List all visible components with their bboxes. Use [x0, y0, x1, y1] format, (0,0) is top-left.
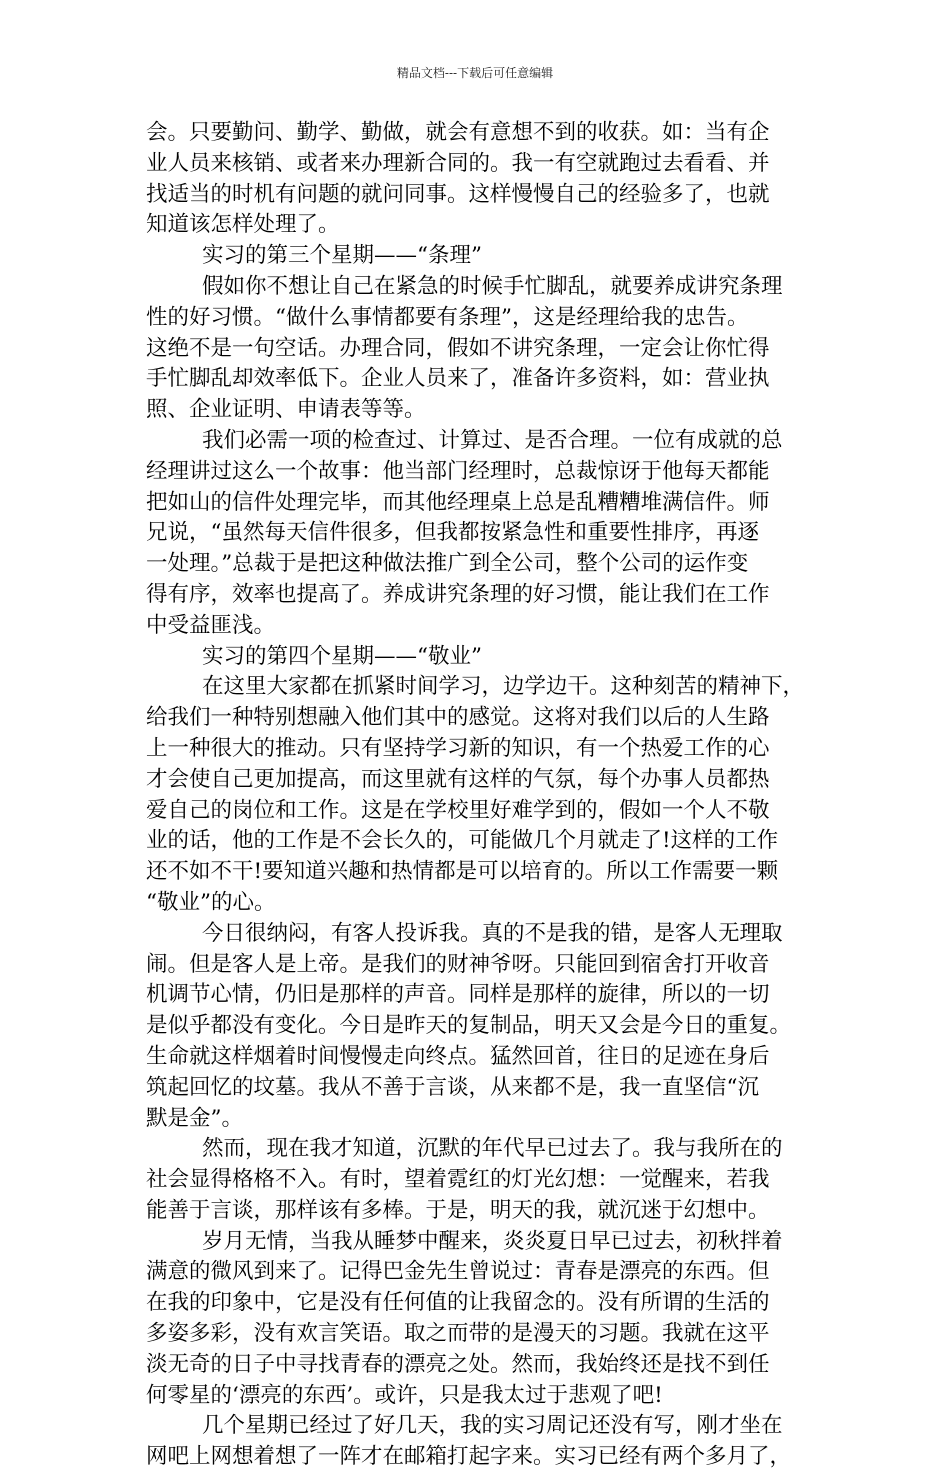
text-line: 在我的印象中，它是没有任何值的让我留念的。没有所谓的生活的 — [146, 1290, 770, 1316]
text-line: 还不如不干!要知道兴趣和热情都是可以培育的。所以工作需要一颗 — [146, 859, 779, 885]
text-line: 能善于言谈，那样该有多棒。于是，明天的我，就沉迷于幻想中。 — [146, 1197, 770, 1223]
text-line: 手忙脚乱却效率低下。企业人员来了，准备许多资料，如：营业执 — [146, 366, 770, 392]
text-line: 岁月无情，当我从睡梦中醒来，炎炎夏日早已过去，初秋拌着 — [202, 1228, 783, 1254]
text-line: 闹。但是客人是上帝。是我们的财神爷呀。只能回到宿舍打开收音 — [146, 951, 770, 977]
text-line: 是似乎都没有变化。今日是昨天的复制品，明天又会是今日的重复。 — [146, 1013, 792, 1039]
text-line: 业的话，他的工作是不会长久的，可能做几个月就走了!这样的工作 — [146, 828, 779, 854]
text-line: 知道该怎样处理了。 — [146, 212, 340, 238]
text-line: 在这里大家都在抓紧时间学习，边学边干。这种刻苦的精神下， — [202, 674, 805, 700]
text-line: 上一种很大的推动。只有坚持学习新的知识，有一个热爱工作的心 — [146, 735, 770, 761]
text-line: “敬业”的心。 — [146, 889, 276, 915]
body-text — [146, 118, 828, 1473]
text-line: 淡无奇的日子中寻找青春的漂亮之处。然而，我始终还是找不到任 — [146, 1351, 770, 1377]
text-line: 几个星期已经过了好几天，我的实习周记还没有写，刚才坐在 — [202, 1413, 783, 1439]
text-line: 机调节心情，仍旧是那样的声音。同样是那样的旋律，所以的一切 — [146, 982, 770, 1008]
text-line: 多姿多彩，没有欢言笑语。取之而带的是漫天的习题。我就在这平 — [146, 1321, 770, 1347]
text-line: 中受益匪浅。 — [146, 612, 276, 638]
text-line: 今日很纳闷，有客人投诉我。真的不是我的错，是客人无理取 — [202, 920, 783, 946]
text-line: 才会使自己更加提高，而这里就有这样的气氛，每个办事人员都热 — [146, 766, 770, 792]
text-line: 兄说，“虽然每天信件很多，但我都按紧急性和重要性排序，再逐 — [146, 520, 759, 546]
text-line: 假如你不想让自己在紧急的时候手忙脚乱，就要养成讲究条理 — [202, 273, 783, 299]
text-line: 业人员来核销、或者来办理新合同的。我一有空就跑过去看看、并 — [146, 150, 770, 176]
text-line: 爱自己的岗位和工作。这是在学校里好难学到的，假如一个人不敬 — [146, 797, 770, 823]
text-line: 网吧上网想着想了一阵才在邮箱打起字来。实习已经有两个多月了， — [146, 1444, 792, 1470]
text-line: 把如山的信件处理完毕，而其他经理桌上总是乱糟糟堆满信件。师 — [146, 489, 770, 515]
page-header: 精品文档---下载后可任意编辑 — [396, 66, 554, 80]
text-line: 这绝不是一句空话。办理合同，假如不讲究条理，一定会让你忙得 — [146, 335, 770, 361]
text-line: 性的好习惯。“做什么事情都要有条理”，这是经理给我的忠告。 — [146, 304, 749, 330]
text-line: 何零星的‘漂亮的东西’。或许，只是我太过于悲观了吧! — [146, 1382, 663, 1408]
text-line: 满意的微风到来了。记得巴金先生曾说过：青春是漂亮的东西。但 — [146, 1259, 770, 1285]
text-line: 一处理。”总裁于是把这种做法推广到全公司，整个公司的运作变 — [146, 551, 749, 577]
text-line: 得有序，效率也提高了。养成讲究条理的好习惯，能让我们在工作 — [146, 581, 770, 607]
section-heading: 实习的第三个星期——“条理” — [202, 243, 482, 269]
text-line: 生命就这样烟着时间慢慢走向终点。猛然回首，往日的足迹在身后 — [146, 1043, 770, 1069]
text-line: 经理讲过这么一个故事：他当部门经理时，总裁惊讶于他每天都能 — [146, 458, 770, 484]
text-line: 我们必需一项的检查过、计算过、是否合理。一位有成就的总 — [202, 427, 783, 453]
text-line: 社会显得格格不入。有时，望着霓红的灯光幻想：一觉醒来，若我 — [146, 1167, 770, 1193]
text-line: 找适当的时机有问题的就问同事。这样慢慢自己的经验多了，也就 — [146, 181, 770, 207]
text-line: 给我们一种特别想融入他们其中的感觉。这将对我们以后的人生路 — [146, 705, 770, 731]
text-line: 然而，现在我才知道，沉默的年代早已过去了。我与我所在的 — [202, 1136, 783, 1162]
section-heading: 实习的第四个星期——“敬业” — [202, 643, 482, 669]
text-line: 筑起回忆的坟墓。我从不善于言谈，从来都不是，我一直坚信“沉 — [146, 1074, 759, 1100]
text-line: 默是金”。 — [146, 1105, 243, 1131]
text-line: 照、企业证明、申请表等等。 — [146, 397, 426, 423]
text-line: 会。只要勤问、勤学、勤做，就会有意想不到的收获。如：当有企 — [146, 120, 770, 145]
